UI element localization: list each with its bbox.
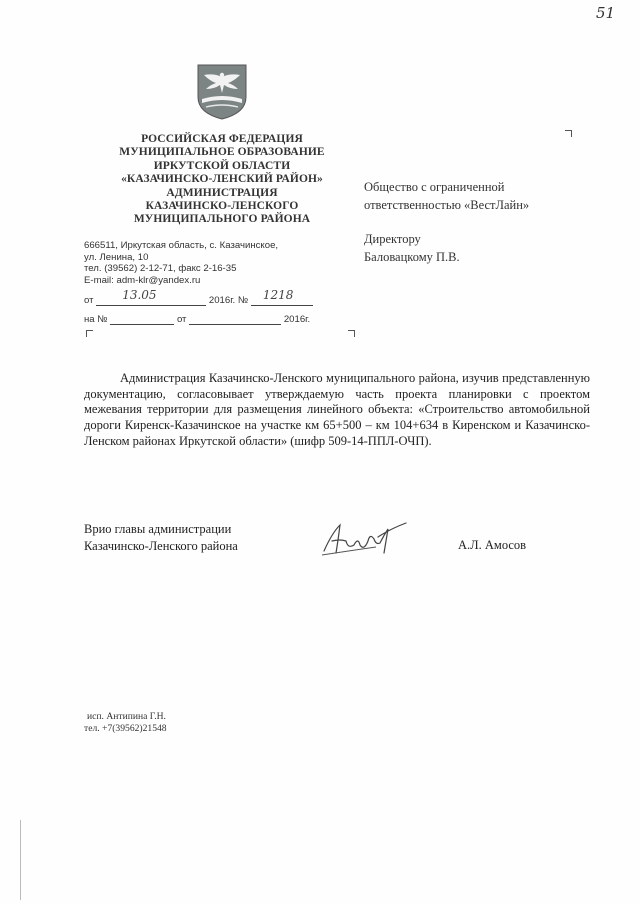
executor-info	[84, 711, 167, 735]
executor-phone: тел. +7(39562)21548	[84, 723, 167, 734]
address-line: тел. (39562) 2-12-71, факс 2-16-35	[84, 263, 237, 275]
letterhead-line: АДМИНИСТРАЦИЯ	[166, 186, 278, 199]
signer-name: А.Л. Амосов	[458, 538, 527, 552]
recipient-org-line: Общество с ограниченной	[364, 180, 505, 194]
recipient-name: Баловацкому П.В.	[364, 250, 460, 264]
letterhead-line: ИРКУТСКОЙ ОБЛАСТИ	[153, 159, 291, 172]
year-number-label: 2016г. №	[208, 295, 249, 306]
outgoing-reference	[84, 288, 313, 306]
handwritten-date: 13.05	[122, 288, 157, 302]
handwritten-number: 1218	[262, 288, 294, 302]
signatory-title	[84, 521, 238, 554]
letter-body: Администрация Казачинско-Ленского муниципального района, изучив представленную документацию, согласовывает утверждаемую часть проекта планировки с проектом межевания территории для размещения линейного объекта: «Строительство автомобильной дороги Киренск-Казачинское на участке км 65+500 – км 104+634 в Киренском и Казачинско-Ленском районах Иркутской области» (шифр 509-14-ППЛ-ОЧП).	[84, 371, 590, 448]
incoming-number-blank	[110, 313, 174, 325]
address-line: 666511, Иркутская область, с. Казачинское,	[84, 240, 279, 251]
scan-edge-line	[20, 820, 21, 900]
signatory-title-line: Казачинско-Ленского района	[84, 538, 238, 553]
recipient-block	[364, 178, 529, 266]
sender-address	[84, 240, 278, 286]
address-line: E-mail: adm-klr@yandex.ru	[84, 274, 201, 286]
letterhead-line: МУНИЦИПАЛЬНОЕ ОБРАЗОВАНИЕ	[119, 146, 325, 159]
executor-name: исп. Антипина Г.Н.	[87, 711, 166, 722]
letterhead-line: МУНИЦИПАЛЬНОГО РАЙОНА	[133, 213, 311, 226]
letterhead-line: КАЗАЧИНСКО-ЛЕНСКОГО	[145, 200, 299, 213]
incoming-date-blank	[189, 313, 281, 325]
incoming-reference	[84, 313, 310, 325]
from-label: от	[84, 295, 94, 306]
recipient-org-line: ответственностью «ВестЛайн»	[364, 198, 530, 212]
letterhead-line: РОССИЙСКАЯ ФЕДЕРАЦИЯ	[141, 133, 303, 145]
page-number: 51	[596, 4, 616, 22]
on-from-label: от	[176, 314, 187, 325]
date-blank	[96, 288, 206, 306]
corner-mark	[86, 330, 93, 337]
address-line: ул. Ленина, 10	[84, 251, 149, 263]
on-number-label: на №	[84, 314, 108, 325]
corner-mark	[348, 330, 355, 337]
number-blank	[251, 288, 313, 306]
on-year-label: 2016г.	[283, 314, 311, 325]
signatory-title-line: Врио главы администрации	[84, 522, 232, 536]
letterhead	[86, 133, 358, 227]
corner-mark	[565, 130, 572, 137]
coat-of-arms-icon	[196, 63, 248, 121]
handwritten-signature	[318, 515, 414, 561]
recipient-position: Директору	[364, 232, 421, 246]
letterhead-line: «КАЗАЧИНСКО-ЛЕНСКИЙ РАЙОН»	[121, 173, 323, 186]
